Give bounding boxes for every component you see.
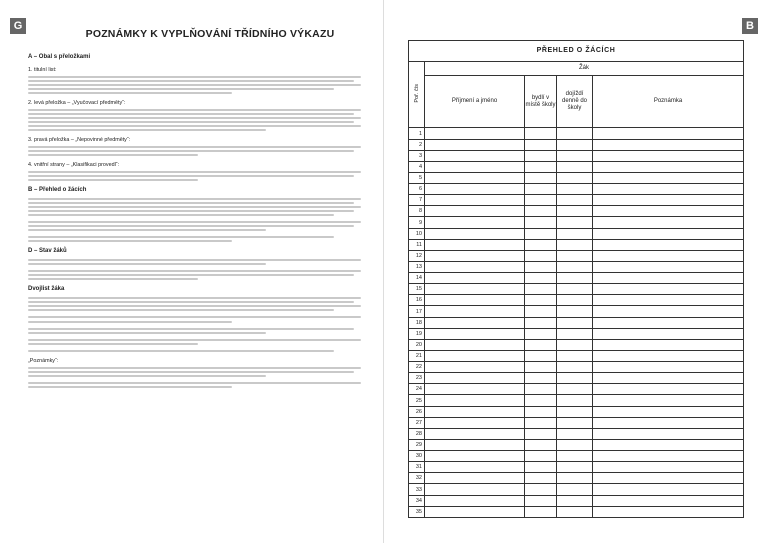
instructions-content xyxy=(28,48,368,528)
row-name-cell[interactable] xyxy=(425,462,525,473)
table-row xyxy=(409,417,744,428)
row-commutes-cell[interactable] xyxy=(557,161,593,172)
page-letter-b: B xyxy=(742,18,758,34)
row-lives-local-cell[interactable] xyxy=(525,406,557,417)
row-commutes-cell[interactable] xyxy=(557,339,593,350)
row-note-cell[interactable] xyxy=(593,373,744,384)
row-number: 24 xyxy=(409,384,425,395)
row-note-cell[interactable] xyxy=(593,228,744,239)
row-lives-local-cell[interactable] xyxy=(525,217,557,228)
row-lives-local-cell[interactable] xyxy=(525,439,557,450)
row-commutes-cell[interactable] xyxy=(557,139,593,150)
table-row xyxy=(409,339,744,350)
row-lives-local-cell[interactable] xyxy=(525,484,557,495)
row-lives-local-cell[interactable] xyxy=(525,150,557,161)
paragraph-lines xyxy=(28,236,368,242)
row-number: 11 xyxy=(409,239,425,250)
row-commutes-cell[interactable] xyxy=(557,417,593,428)
row-name-cell[interactable] xyxy=(425,506,525,517)
section-heading-d: D – Stav žáků xyxy=(28,248,67,255)
row-commutes-cell[interactable] xyxy=(557,506,593,517)
row-note-cell[interactable] xyxy=(593,250,744,261)
row-name-cell[interactable] xyxy=(425,250,525,261)
row-commutes-cell[interactable] xyxy=(557,150,593,161)
row-lives-local-cell[interactable] xyxy=(525,428,557,439)
row-number: 9 xyxy=(409,217,425,228)
row-name-cell[interactable] xyxy=(425,261,525,272)
row-name-cell[interactable] xyxy=(425,362,525,373)
row-note-cell[interactable] xyxy=(593,128,744,139)
row-commutes-cell[interactable] xyxy=(557,228,593,239)
row-lives-local-cell[interactable] xyxy=(525,395,557,406)
row-note-cell[interactable] xyxy=(593,362,744,373)
table-row xyxy=(409,362,744,373)
row-lives-local-cell[interactable] xyxy=(525,362,557,373)
row-note-cell[interactable] xyxy=(593,439,744,450)
row-lives-local-cell[interactable] xyxy=(525,195,557,206)
row-number: 16 xyxy=(409,295,425,306)
row-commutes-cell[interactable] xyxy=(557,195,593,206)
paragraph-lines xyxy=(28,198,368,216)
row-note-cell[interactable] xyxy=(593,306,744,317)
row-note-cell[interactable] xyxy=(593,150,744,161)
students-overview-table xyxy=(408,40,744,518)
row-number: 28 xyxy=(409,428,425,439)
row-lives-local-cell[interactable] xyxy=(525,417,557,428)
row-lives-local-cell[interactable] xyxy=(525,284,557,295)
students-table-wrapper xyxy=(408,40,744,518)
row-commutes-cell[interactable] xyxy=(557,373,593,384)
table-row xyxy=(409,306,744,317)
row-lives-local-cell[interactable] xyxy=(525,295,557,306)
row-commutes-cell[interactable] xyxy=(557,206,593,217)
row-number: 23 xyxy=(409,373,425,384)
row-lives-local-cell[interactable] xyxy=(525,306,557,317)
row-commutes-cell[interactable] xyxy=(557,462,593,473)
row-lives-local-cell[interactable] xyxy=(525,384,557,395)
row-lives-local-cell[interactable] xyxy=(525,495,557,506)
table-row xyxy=(409,150,744,161)
row-commutes-cell[interactable] xyxy=(557,428,593,439)
row-note-cell[interactable] xyxy=(593,261,744,272)
row-lives-local-cell[interactable] xyxy=(525,184,557,195)
row-commutes-cell[interactable] xyxy=(557,484,593,495)
row-note-cell[interactable] xyxy=(593,384,744,395)
row-commutes-cell[interactable] xyxy=(557,239,593,250)
row-note-cell[interactable] xyxy=(593,195,744,206)
table-row xyxy=(409,261,744,272)
row-lives-local-cell[interactable] xyxy=(525,239,557,250)
row-number: 1 xyxy=(409,128,425,139)
row-number: 8 xyxy=(409,206,425,217)
row-name-cell[interactable] xyxy=(425,317,525,328)
row-lives-local-cell[interactable] xyxy=(525,373,557,384)
row-commutes-cell[interactable] xyxy=(557,306,593,317)
row-number: 34 xyxy=(409,495,425,506)
paragraph-lines xyxy=(28,221,368,231)
section-heading-dvojlist: Dvojlist žáka xyxy=(28,286,65,293)
row-note-cell[interactable] xyxy=(593,184,744,195)
row-commutes-cell[interactable] xyxy=(557,261,593,272)
row-name-cell[interactable] xyxy=(425,239,525,250)
paragraph-lines xyxy=(28,76,368,94)
paragraph-lines xyxy=(28,297,368,311)
row-number: 29 xyxy=(409,439,425,450)
col-group-header: Žák xyxy=(425,61,744,75)
row-number: 10 xyxy=(409,228,425,239)
row-number: 27 xyxy=(409,417,425,428)
paragraph-lines xyxy=(28,146,368,156)
row-commutes-cell[interactable] xyxy=(557,217,593,228)
row-name-cell[interactable] xyxy=(425,295,525,306)
row-number: 17 xyxy=(409,306,425,317)
row-note-cell[interactable] xyxy=(593,339,744,350)
table-row xyxy=(409,128,744,139)
table-row xyxy=(409,350,744,361)
table-row xyxy=(409,172,744,183)
row-number: 15 xyxy=(409,284,425,295)
table-row xyxy=(409,439,744,450)
row-commutes-cell[interactable] xyxy=(557,295,593,306)
row-name-cell[interactable] xyxy=(425,451,525,462)
paragraph-lines xyxy=(28,339,368,345)
table-row xyxy=(409,184,744,195)
table-row xyxy=(409,284,744,295)
row-name-cell[interactable] xyxy=(425,228,525,239)
row-name-cell[interactable] xyxy=(425,184,525,195)
table-row xyxy=(409,373,744,384)
row-note-cell[interactable] xyxy=(593,473,744,484)
page-letter-g: G xyxy=(10,18,26,34)
row-number: 30 xyxy=(409,451,425,462)
row-number: 4 xyxy=(409,161,425,172)
table-row xyxy=(409,395,744,406)
row-note-cell[interactable] xyxy=(593,161,744,172)
row-note-cell[interactable] xyxy=(593,239,744,250)
col-header-note: Poznámka xyxy=(593,75,744,127)
row-name-cell[interactable] xyxy=(425,384,525,395)
row-note-cell[interactable] xyxy=(593,139,744,150)
table-row xyxy=(409,506,744,517)
row-lives-local-cell[interactable] xyxy=(525,128,557,139)
row-note-cell[interactable] xyxy=(593,451,744,462)
row-name-cell[interactable] xyxy=(425,484,525,495)
row-name-cell[interactable] xyxy=(425,161,525,172)
row-number: 7 xyxy=(409,195,425,206)
row-number: 26 xyxy=(409,406,425,417)
row-number: 25 xyxy=(409,395,425,406)
row-commutes-cell[interactable] xyxy=(557,473,593,484)
row-name-cell[interactable] xyxy=(425,406,525,417)
row-name-cell[interactable] xyxy=(425,306,525,317)
row-lives-local-cell[interactable] xyxy=(525,250,557,261)
row-name-cell[interactable] xyxy=(425,428,525,439)
right-page xyxy=(384,0,768,543)
row-name-cell[interactable] xyxy=(425,395,525,406)
row-number: 31 xyxy=(409,462,425,473)
row-number: 21 xyxy=(409,350,425,361)
table-row xyxy=(409,495,744,506)
row-name-cell[interactable] xyxy=(425,284,525,295)
row-name-cell[interactable] xyxy=(425,473,525,484)
row-commutes-cell[interactable] xyxy=(557,350,593,361)
row-name-cell[interactable] xyxy=(425,439,525,450)
row-name-cell[interactable] xyxy=(425,139,525,150)
row-name-cell[interactable] xyxy=(425,495,525,506)
row-commutes-cell[interactable] xyxy=(557,184,593,195)
row-lives-local-cell[interactable] xyxy=(525,473,557,484)
table-row xyxy=(409,161,744,172)
row-lives-local-cell[interactable] xyxy=(525,506,557,517)
row-lives-local-cell[interactable] xyxy=(525,273,557,284)
table-row xyxy=(409,195,744,206)
row-note-cell[interactable] xyxy=(593,295,744,306)
row-note-cell[interactable] xyxy=(593,172,744,183)
section-dvojlist-sub-1: „Poznámky“: xyxy=(28,357,59,364)
table-row xyxy=(409,239,744,250)
row-note-cell[interactable] xyxy=(593,284,744,295)
row-note-cell[interactable] xyxy=(593,417,744,428)
row-name-cell[interactable] xyxy=(425,128,525,139)
table-row xyxy=(409,228,744,239)
col-header-name: Příjmení a jméno xyxy=(425,75,525,127)
paragraph-lines xyxy=(28,259,368,265)
section-a-sub-3: 3. pravá přeložka – „Nepovinné předměty“: xyxy=(28,137,131,144)
table-row xyxy=(409,217,744,228)
row-note-cell[interactable] xyxy=(593,328,744,339)
row-commutes-cell[interactable] xyxy=(557,273,593,284)
row-note-cell[interactable] xyxy=(593,395,744,406)
table-row xyxy=(409,206,744,217)
row-note-cell[interactable] xyxy=(593,206,744,217)
row-lives-local-cell[interactable] xyxy=(525,339,557,350)
row-name-cell[interactable] xyxy=(425,150,525,161)
row-lives-local-cell[interactable] xyxy=(525,462,557,473)
row-note-cell[interactable] xyxy=(593,317,744,328)
row-note-cell[interactable] xyxy=(593,462,744,473)
row-number: 33 xyxy=(409,484,425,495)
table-row xyxy=(409,384,744,395)
row-commutes-cell[interactable] xyxy=(557,384,593,395)
row-number: 5 xyxy=(409,172,425,183)
table-row xyxy=(409,295,744,306)
row-commutes-cell[interactable] xyxy=(557,317,593,328)
row-name-cell[interactable] xyxy=(425,328,525,339)
row-lives-local-cell[interactable] xyxy=(525,172,557,183)
table-row xyxy=(409,428,744,439)
col-header-commutes: dojíždí denně do školy xyxy=(557,75,593,127)
row-lives-local-cell[interactable] xyxy=(525,206,557,217)
row-name-cell[interactable] xyxy=(425,417,525,428)
row-number: 14 xyxy=(409,273,425,284)
row-commutes-cell[interactable] xyxy=(557,406,593,417)
row-name-cell[interactable] xyxy=(425,273,525,284)
table-row xyxy=(409,451,744,462)
row-commutes-cell[interactable] xyxy=(557,451,593,462)
row-commutes-cell[interactable] xyxy=(557,395,593,406)
table-row xyxy=(409,406,744,417)
row-note-cell[interactable] xyxy=(593,273,744,284)
row-number: 3 xyxy=(409,150,425,161)
paragraph-lines xyxy=(28,382,368,388)
table-row xyxy=(409,328,744,339)
table-row xyxy=(409,139,744,150)
row-lives-local-cell[interactable] xyxy=(525,317,557,328)
row-number: 32 xyxy=(409,473,425,484)
table-row xyxy=(409,462,744,473)
row-name-cell[interactable] xyxy=(425,206,525,217)
paragraph-lines xyxy=(28,171,368,181)
table-row xyxy=(409,250,744,261)
row-number: 13 xyxy=(409,261,425,272)
table-row xyxy=(409,317,744,328)
row-commutes-cell[interactable] xyxy=(557,439,593,450)
row-lives-local-cell[interactable] xyxy=(525,139,557,150)
section-heading-b: B – Přehled o žácích xyxy=(28,187,87,194)
row-name-cell[interactable] xyxy=(425,172,525,183)
paragraph-lines xyxy=(28,350,368,352)
paragraph-lines xyxy=(28,367,368,377)
row-lives-local-cell[interactable] xyxy=(525,328,557,339)
row-number: 12 xyxy=(409,250,425,261)
row-commutes-cell[interactable] xyxy=(557,128,593,139)
row-lives-local-cell[interactable] xyxy=(525,451,557,462)
table-row xyxy=(409,273,744,284)
row-name-cell[interactable] xyxy=(425,373,525,384)
section-a-sub-1: 1. titulní list: xyxy=(28,66,57,73)
row-note-cell[interactable] xyxy=(593,506,744,517)
row-number: 22 xyxy=(409,362,425,373)
row-lives-local-cell[interactable] xyxy=(525,228,557,239)
row-commutes-cell[interactable] xyxy=(557,172,593,183)
row-note-cell[interactable] xyxy=(593,350,744,361)
row-commutes-cell[interactable] xyxy=(557,495,593,506)
table-body xyxy=(409,128,744,518)
paragraph-lines xyxy=(28,109,368,131)
row-number: 35 xyxy=(409,506,425,517)
row-number: 6 xyxy=(409,184,425,195)
page-title: POZNÁMKY K VYPLŇOVÁNÍ TŘÍDNÍHO VÝKAZU xyxy=(85,28,335,40)
row-number: 18 xyxy=(409,317,425,328)
row-name-cell[interactable] xyxy=(425,350,525,361)
row-note-cell[interactable] xyxy=(593,495,744,506)
row-commutes-cell[interactable] xyxy=(557,328,593,339)
paragraph-lines xyxy=(28,270,368,280)
paragraph-lines xyxy=(28,328,368,334)
row-name-cell[interactable] xyxy=(425,195,525,206)
table-row xyxy=(409,473,744,484)
row-note-cell[interactable] xyxy=(593,406,744,417)
section-a-sub-2: 2. levá přeložka – „Vyučovací předměty“: xyxy=(28,99,126,106)
row-commutes-cell[interactable] xyxy=(557,284,593,295)
row-number: 19 xyxy=(409,328,425,339)
row-name-cell[interactable] xyxy=(425,339,525,350)
row-number: 2 xyxy=(409,139,425,150)
row-note-cell[interactable] xyxy=(593,217,744,228)
paragraph-lines xyxy=(28,316,368,322)
section-a-sub-4: 4. vnitřní strany – „Klasifikaci provedl“: xyxy=(28,162,120,169)
table-title: PŘEHLED O ŽÁCÍCH xyxy=(409,41,744,62)
row-note-cell[interactable] xyxy=(593,428,744,439)
row-number: 20 xyxy=(409,339,425,350)
row-commutes-cell[interactable] xyxy=(557,362,593,373)
section-heading-a: A – Obal s přeložkami xyxy=(28,54,91,60)
table-row xyxy=(409,484,744,495)
row-commutes-cell[interactable] xyxy=(557,250,593,261)
row-lives-local-cell[interactable] xyxy=(525,261,557,272)
row-note-cell[interactable] xyxy=(593,484,744,495)
row-lives-local-cell[interactable] xyxy=(525,161,557,172)
col-header-order: Poř. čís xyxy=(409,61,425,128)
row-name-cell[interactable] xyxy=(425,217,525,228)
row-lives-local-cell[interactable] xyxy=(525,350,557,361)
col-header-lives-local: bydlí v místě školy xyxy=(525,75,557,127)
